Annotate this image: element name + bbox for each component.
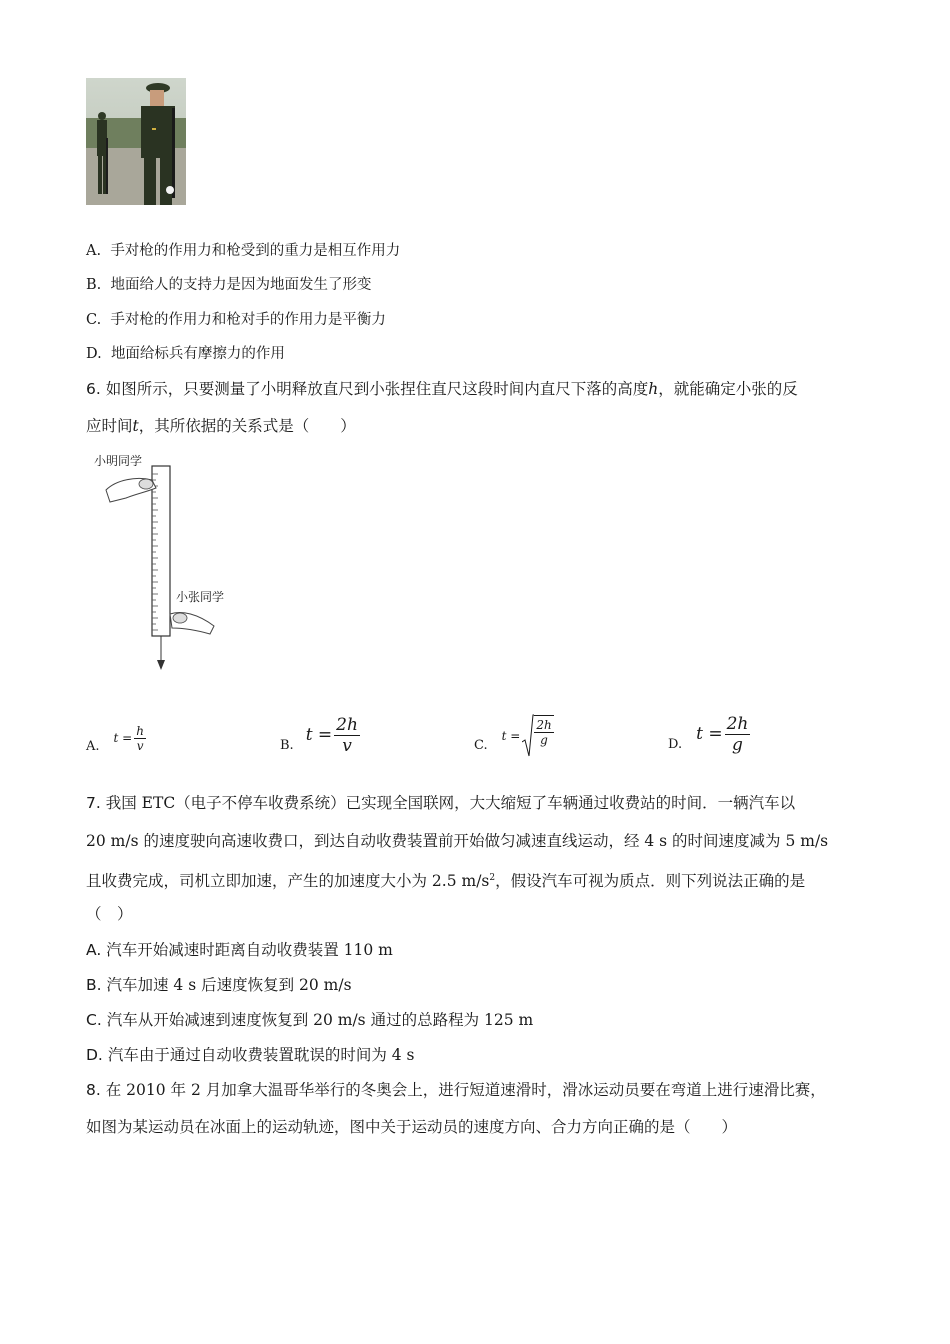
option-label: D. (86, 346, 102, 362)
radical-icon (522, 714, 534, 758)
q8-stem-line1 (86, 1080, 826, 1100)
q8-text: 如图为某运动员在冰面上的运动轨迹，图中关于运动员的速度方向、合力方向正确的是（ ） (86, 1118, 738, 1136)
option-text: 汽车从开始减速到速度恢复到 20 m/s 通过的总路程为 125 m (106, 1011, 534, 1029)
question-number: 6. (86, 380, 101, 398)
denominator: v (342, 735, 352, 756)
formula-lhs: t = (501, 729, 521, 743)
q5-option-c (86, 310, 386, 330)
fraction (134, 724, 146, 753)
option-label: B. (280, 737, 294, 753)
question-number: 7. (86, 794, 101, 812)
numerator: 2h (726, 713, 749, 734)
q7-text: 且收费完成，司机立即加速，产生的加速度大小为 2.5 m/s (86, 872, 490, 891)
ruler-figure (86, 450, 246, 675)
fraction (725, 714, 751, 755)
q7-option-b (86, 975, 352, 995)
option-label: C. (474, 737, 488, 753)
option-label: A. (86, 243, 102, 259)
option-label: D. (86, 1046, 103, 1064)
denominator: g (732, 734, 743, 755)
q6-text: 应时间 (86, 417, 133, 435)
q6-option-c (474, 712, 554, 760)
var-h: h (648, 380, 659, 398)
q6-text: 如图所示，只要测量了小明释放直尺到小张捏住直尺这段时间内直尺下落的高度 (105, 380, 649, 398)
var-t: t (132, 417, 139, 435)
q7-option-c (86, 1010, 533, 1030)
q7-text: ，假设汽车可视为质点．则下列说法正确的是 (495, 872, 806, 891)
q5-option-d (86, 344, 285, 364)
fraction (534, 715, 553, 758)
fraction (334, 715, 360, 756)
option-text: 地面给人的支持力是因为地面发生了形变 (110, 277, 372, 293)
q7-text: （ ） (86, 905, 133, 923)
q7-text: 我国 ETC（电子不停车收费系统）已实现全国联网，大大缩短了车辆通过收费站的时间．一辆汽车以 (105, 794, 796, 812)
q7-stem-line3 (86, 868, 805, 891)
option-label: B. (86, 976, 102, 994)
q7-stem-line4 (86, 904, 133, 924)
option-text: 汽车开始减速时距离自动收费装置 110 m (106, 941, 393, 959)
label-xiaozhang: 小张同学 (176, 590, 225, 604)
q5-option-b (86, 275, 371, 295)
denominator: g (540, 733, 548, 747)
q8-stem-line2 (86, 1117, 737, 1137)
denominator: v (136, 738, 144, 753)
sqrt-sign (522, 714, 553, 758)
q6-option-b (280, 710, 360, 760)
label-xiaoming: 小明同学 (94, 454, 143, 468)
soldier-photo (86, 78, 186, 205)
option-label: A. (86, 738, 100, 754)
formula-lhs: t = (113, 731, 133, 745)
option-text: 汽车加速 4 s 后速度恢复到 20 m/s (106, 976, 352, 994)
option-label: B. (86, 277, 102, 293)
option-label: C. (86, 312, 102, 328)
q7-stem-line2 (86, 831, 828, 851)
option-text: 手对枪的作用力和枪对手的作用力是平衡力 (110, 312, 386, 328)
numerator: 2h (336, 714, 358, 735)
q5-option-a (86, 241, 400, 261)
option-text: 汽车由于通过自动收费装置耽误的时间为 4 s (107, 1046, 415, 1064)
formula-lhs: t = (305, 725, 333, 745)
q8-text: 在 2010 年 2 月加拿大温哥华举行的冬奥会上，进行短道速滑时，滑冰运动员要在弯道上进行速滑比赛， (105, 1081, 826, 1099)
numerator: h (136, 723, 144, 738)
q6-option-d (668, 708, 750, 760)
question-number: 8. (86, 1081, 101, 1099)
option-text: 地面给标兵有摩擦力的作用 (110, 346, 285, 362)
q7-option-a (86, 940, 393, 960)
q6-stem-line2 (86, 416, 356, 436)
q6-text: ，其所依据的关系式是（ ） (138, 417, 356, 435)
formula-lhs: t = (696, 724, 723, 744)
q7-stem-line1 (86, 793, 795, 813)
q7-text: 20 m/s 的速度驶向高速收费口，到达自动收费装置前开始做匀减速直线运动，经 4 s 的时间速度减为 5 m/s (86, 832, 829, 850)
q6-stem-line1 (86, 379, 798, 399)
option-text: 手对枪的作用力和枪受到的重力是相互作用力 (110, 243, 401, 259)
option-label: D. (668, 736, 683, 752)
superscript: 2 (489, 873, 496, 883)
numerator: 2h (536, 718, 552, 732)
q7-option-d (86, 1045, 414, 1065)
q6-option-a (86, 716, 146, 760)
option-label: A. (86, 941, 102, 959)
q6-text: ，就能确定小张的反 (658, 380, 798, 398)
option-label: C. (86, 1011, 102, 1029)
